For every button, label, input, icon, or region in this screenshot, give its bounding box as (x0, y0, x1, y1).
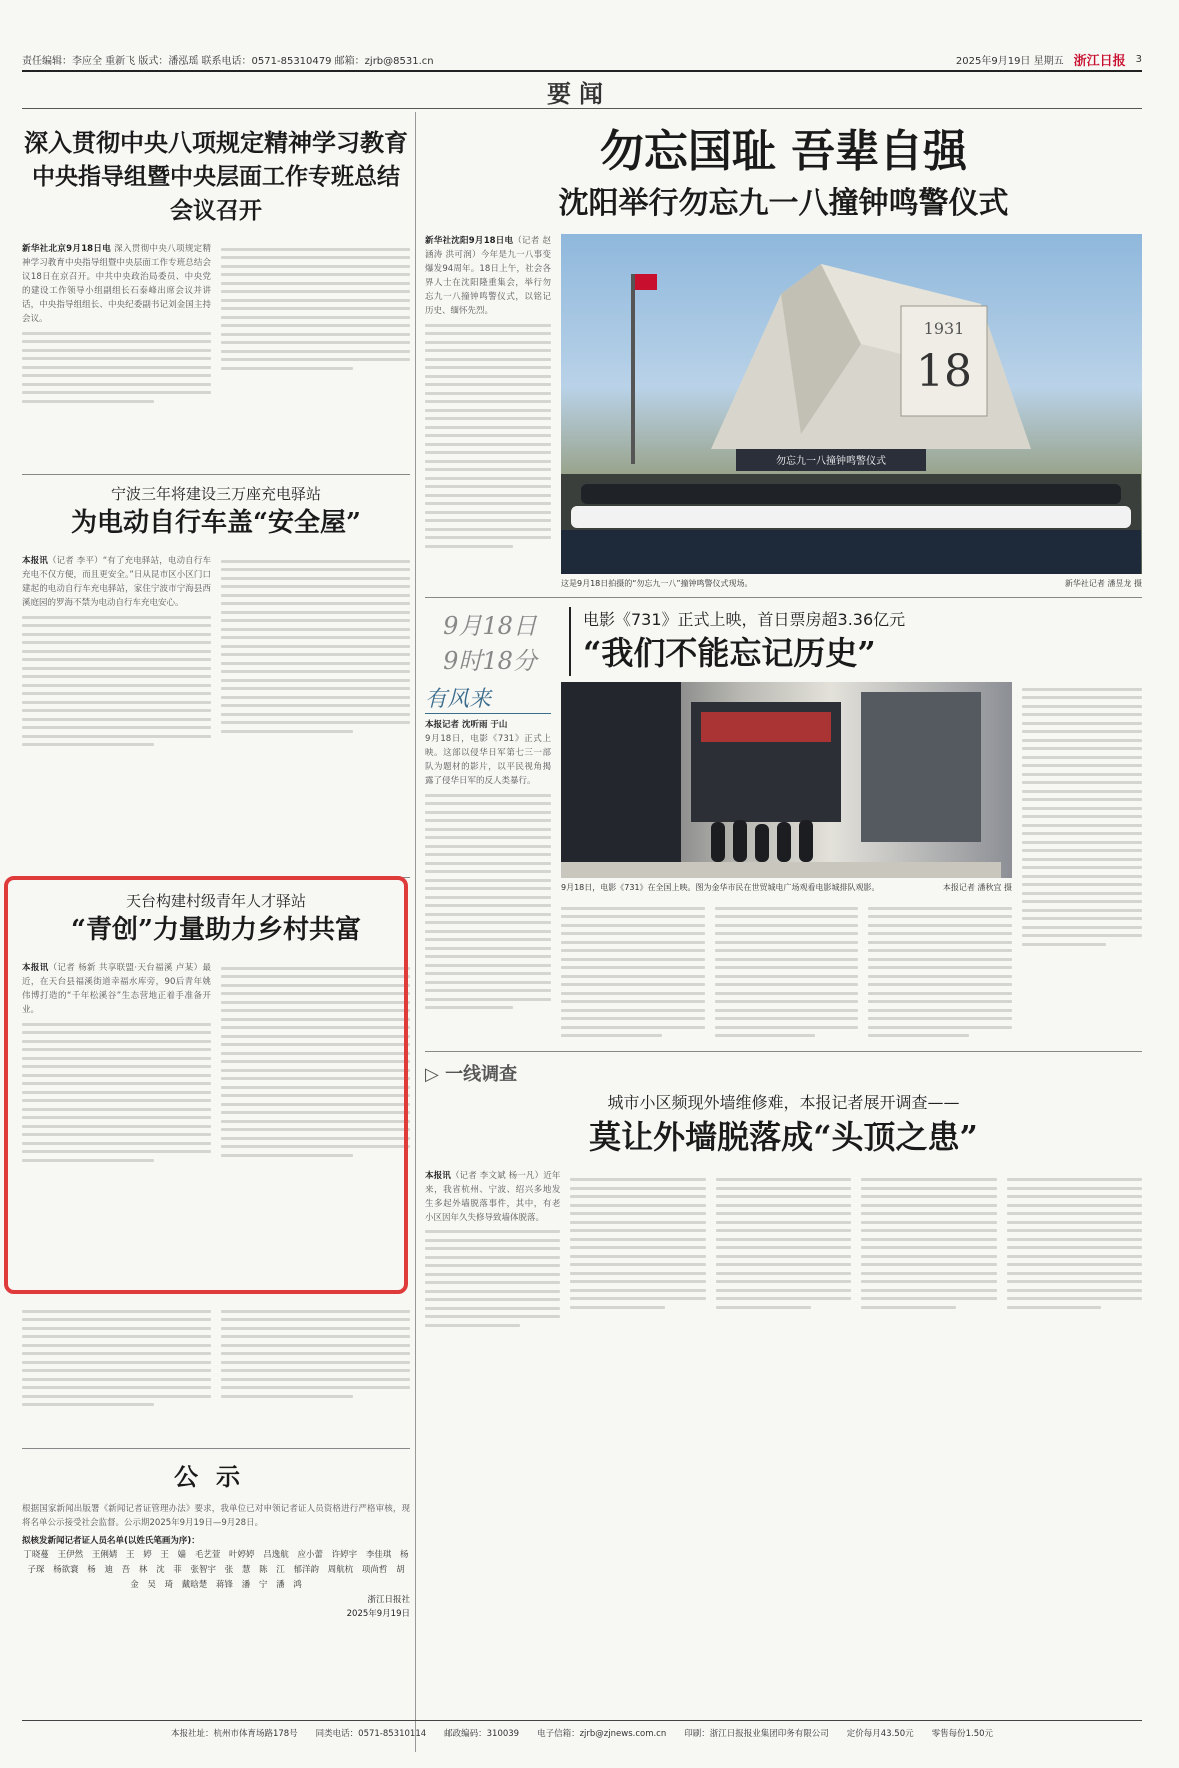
footer-phone: 同类电话：0571-85310114 (315, 1729, 427, 1739)
footer-price: 定价每月43.50元 (846, 1729, 914, 1739)
headline-line1: 深入贯彻中央八项规定精神学习教育 (24, 128, 408, 157)
footer-email: 电子信箱：zjrb@zjnews.com.cn (537, 1729, 667, 1739)
byline: 本报记者 沈听雨 于山 (425, 720, 508, 730)
highlight-box (4, 876, 408, 1294)
article-central-meeting (22, 126, 410, 466)
text-block (1007, 1173, 1142, 1333)
article-divider (22, 474, 410, 475)
cinema-photo (561, 682, 1012, 878)
notice-title: 公示 (174, 1462, 258, 1491)
article-kicker: 宁波三年将建设三万座充电驿站 (110, 485, 321, 503)
footer-retail: 零售每份1.50元 (931, 1729, 994, 1739)
lead-headline: 勿忘国耻 吾辈自强 (599, 126, 968, 177)
text-block (425, 1230, 560, 1327)
article-film-731 (425, 606, 1142, 1043)
text-block (221, 1304, 410, 1440)
footer-printer: 印刷：浙江日报报业集团印务有限公司 (684, 1729, 829, 1739)
section-title: 要闻 (547, 79, 611, 108)
article-text: （记者 赵涵涛 洪可润）今年是九一八事变爆发94周年。18日上午，社会各界人士在沈阳隆重集会，举行勿忘九一八撞钟鸣警仪式，以铭记历史、缅怀先烈。 (425, 236, 551, 316)
article-text: 深入贯彻中央八项规定精神学习教育中央指导组暨中央层面工作专班总结会议18日在京召开。中共中央政治局委员、中央党的建设工作领导小组副组长石泰峰出席会议并讲话，中央指导组组长、中央纪委副书记刘金国主持会议。 (22, 244, 211, 324)
handwritten-time (425, 606, 555, 676)
dateline: 本报讯 (22, 556, 48, 566)
dateline: 新华社北京9月18日电 (22, 244, 112, 254)
dateline: 新华社沈阳9月18日电 (425, 236, 514, 246)
text-block (425, 794, 551, 1010)
column-divider (415, 112, 416, 1752)
text-block (22, 332, 211, 403)
text-block (22, 1304, 211, 1440)
text-block (425, 324, 551, 548)
article-text: 9月18日，电影《731》正式上映。这部以侵华日军第七三一部队为题材的影片，以平民视角揭露了侵华日军的反人类暴行。 (425, 734, 551, 786)
section-rule (22, 108, 1142, 109)
paper-logo: 浙江日报 (1073, 53, 1126, 69)
article-divider (425, 1051, 1142, 1052)
article-headline: “我们不能忘记历史” (583, 633, 876, 672)
page-header (22, 50, 1142, 68)
issue-date: 2025年9月19日 星期五 (955, 55, 1064, 67)
text-block (868, 901, 1012, 1043)
monument-sign: 勿忘九一八撞钟鸣警仪式 (776, 456, 886, 467)
continued-article (22, 1300, 410, 1440)
article-kicker: 城市小区频现外墙维修难，本报记者展开调查—— (607, 1092, 960, 1112)
ceremony-photo (561, 234, 1142, 574)
column-tag: 有风来 (425, 682, 551, 714)
notice-names: 丁晓蔓 王伊然 王俐婧 王 婷 王 嫱 毛艺萱 叶婷婷 吕逸航 应小蕾 许婷宇 李佳琪 杨子琛 杨欲寰 杨 迪 吾 林 沈 菲 张智宇 张 慧 陈 江 郁洋韵 周航杭 项尚哲 胡 金 吴 琦 戴晗楚 蒋锋 潘 宁 潘 鸿 (23, 1550, 409, 1590)
monument-illustration (561, 234, 1141, 574)
text-block (715, 901, 859, 1043)
notice-section (22, 1457, 410, 1621)
left-column (22, 118, 410, 1621)
text-block (861, 1173, 996, 1333)
cinema-illustration (561, 682, 1001, 878)
page-number: 3 (1135, 53, 1142, 65)
header-rule (22, 70, 1142, 72)
text-block (1022, 688, 1142, 946)
text-block (716, 1173, 851, 1333)
lead-subheadline: 沈阳举行勿忘九一八撞钟鸣警仪式 (558, 186, 1009, 221)
monument-year: 1931 (923, 319, 965, 338)
photo-caption: 这是9月18日拍摄的“勿忘九一八”撞钟鸣警仪式现场。 (561, 579, 753, 588)
article-headline: “青创”力量助力乡村共富 (71, 915, 361, 945)
article-body (22, 242, 211, 326)
article-text: （记者 李文斌 杨一凡）近年来，我省杭州、宁波、绍兴多地发生多起外墙脱落事件，其中，有老小区因年久失修导致墙体脱落。 (425, 1170, 561, 1223)
text-block (221, 248, 410, 370)
footer-postcode: 邮政编码：310039 (444, 1729, 520, 1739)
right-column (425, 118, 1142, 1332)
article-divider (425, 597, 1142, 598)
notice-text: 根据国家新闻出版署《新闻记者证管理办法》要求，我单位已对申领记者证人员资格进行严格审核，现将名单公示接受社会监督。公示期2025年9月19日—9月28日。 (22, 1504, 410, 1528)
dateline: 本报讯 (22, 963, 49, 973)
photo-caption-bar (561, 882, 1012, 893)
article-divider (22, 1448, 410, 1449)
dateline: 本报讯 (425, 1170, 451, 1181)
article-headline: 为电动自行车盖“安全屋” (71, 508, 361, 538)
notice-signoff: 浙江日报社 (367, 1595, 410, 1605)
column-tag: ▷ 一线调查 (425, 1063, 518, 1085)
article-body (425, 234, 551, 318)
notice-names-heading: 拟核发新闻记者证人员名单(以姓氏笔画为序)： (22, 1536, 200, 1546)
text-block (221, 560, 410, 733)
notice-date: 2025年9月19日 (346, 1609, 410, 1619)
article-text: （记者 李平）“有了充电驿站，电动自行车充电不仅方便，而且更安全。”日从昆市区小区门口建起的电动自行车充电驿站，家住宁波市宁海县西溪庭园的罗海不禁为电动自行车充电安心。 (22, 556, 211, 608)
photo-credit: 本报记者 潘秋宜 摄 (942, 883, 1012, 892)
editor-info: 责任编辑：李应全 重新飞 版式：潘泓瑶 联系电话：0571-85310479 邮箱：zjrb@8531.cn (22, 55, 434, 67)
article-exterior-walls (425, 1060, 1142, 1333)
monument-day: 18 (916, 346, 972, 397)
footer-address: 本报社址：杭州市体育场路178号 (170, 1729, 298, 1739)
handwriting-line1: 9月18日 (443, 612, 537, 640)
article-text: （记者 杨新 共享联盟·天台福溪 卢某）最近，在天台县福溪街道幸福水库旁，90后青年姚伟博打造的“千年松溪谷”生态营地正着手准备开业。 (22, 963, 211, 1015)
article-charging-stations (22, 483, 410, 873)
photo-credit: 新华社记者 潘昱龙 摄 (1064, 579, 1142, 588)
text-block (561, 901, 705, 1043)
text-block (22, 616, 211, 747)
article-body (22, 554, 211, 610)
article-headline: 莫让外墙脱落成“头顶之患” (589, 1117, 978, 1156)
text-block (570, 1173, 705, 1333)
page-footer (22, 1720, 1142, 1739)
article-kicker: 天台构建村级青年人才驿站 (125, 892, 306, 910)
handwriting-line2: 9时18分 (443, 647, 537, 675)
article-body (425, 1169, 560, 1225)
article-september18-ceremony (425, 122, 1142, 589)
column-tag-label: 一线调查 (445, 1063, 518, 1085)
photo-caption-bar (561, 578, 1142, 589)
headline-line2: 中央指导组暨中央层面工作专班总结会议召开 (32, 163, 400, 224)
article-kicker: 电影《731》正式上映，首日票房超3.36亿元 (583, 609, 906, 629)
photo-caption: 9月18日，电影《731》在全国上映。图为金华市民在世贸城电广场观看电影城排队观影。 (561, 883, 880, 892)
